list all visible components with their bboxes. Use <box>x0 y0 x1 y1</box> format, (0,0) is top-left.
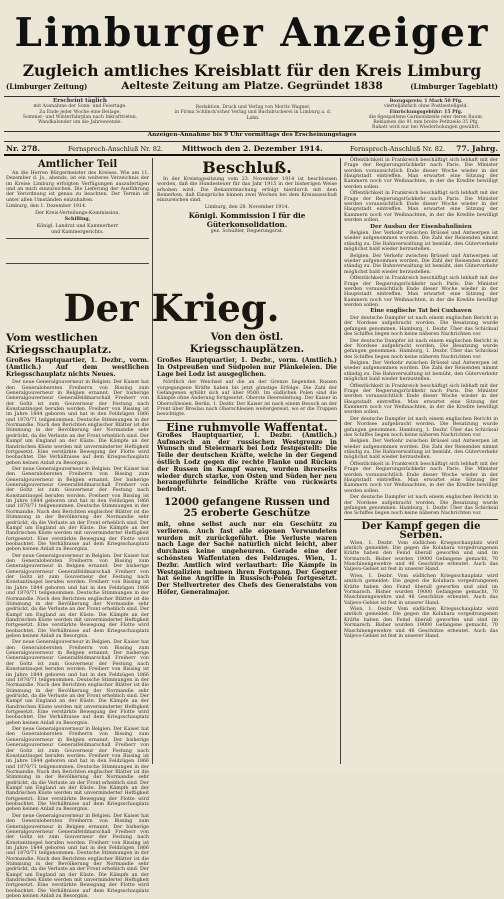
right-subheading: Eine englische Tat bei Cuxhaven <box>370 308 472 315</box>
decision-org: Königl. Kommission I für die Güterkonsolidation. <box>188 211 306 230</box>
right-text: Der deutsche Dampfer ist nach einem englischen Bericht in der Nordsee aufgebracht worden. Die Besatzung wurde gefangen genommen. Hamburg, 1. Dezbr. Über das Schicksal des Schiffes liegen noch keine näheren Nachrichten vor. <box>344 315 498 337</box>
victory-body: mit, ohne selbst auch nur ein Geschütz zu verlieren. Auch fast alle eigenen Verwundeten wurden mit zurückgeführt. Die Verluste waren nach Lage der Sache natürlich nicht leicht, aber durchaus keine ungeheuren. Gerade eine der schönsten Waffentaten des Feldzuges. Wien, 1. Dezbr. Amtlich wird verlautbart: Die Kämpfe in Westgalizien nehmen ihren Fortgang. Der Gegner hat seine Angriffe in Russisch-Polen fortgesetzt. Der Stellvertreter des Chefs des Generalstabs von Höfer, Generalmajor. <box>157 520 337 596</box>
info-center-line: in Firma Schlinck'scher Verlag und Buchdruckerei in Limburg a. d. Lahn. <box>174 110 332 121</box>
column-right <box>344 158 498 764</box>
right-text: Belgien. Der Verkehr zwischen Brüssel und Antwerpen ist wieder aufgenommen worden. Die Zahl der Reisenden nimmt ständig zu. Die Bahnverwaltung ist bemüht, den Güterverkehr möglichst bald wieder herzustellen. <box>344 231 498 253</box>
info-right-line: vierteljährlich ohne Postbestellgeld. <box>383 104 469 110</box>
east-front-text: Nördlich der Weichsel auf die an der Grenze liegenden Russen vorgegangene Kräfte haben bis jetzt günstige Erfolge. Die Zahl der Gefangenen erhöht sich auf über 9500. Im südlichen Polen sind die Kämpfe ohne Änderung fortgesetzt. Oberste Heeresleitung. Der Kaiser in Oberschlesien. Berlin, 1. Dezbr. Der Kaiser ist nach einem Besuch an der Front über Breslau nach Oberschlesien weitergereist, wo er die Truppen besichtigte. <box>157 380 337 418</box>
right-subheading: Der Ausbau der Eisenbahnlinien <box>370 223 472 230</box>
info-right-line: Bezugspreis: 1 Mark 50 Pfg. <box>389 99 463 104</box>
victory-heading: Eine ruhmvolle Waffentat. <box>166 420 328 434</box>
official-section-heading: Amtlicher Teil <box>37 159 118 170</box>
masthead-founded-line: Aelteste Zeitung am Platze. Gegründet 1838 <box>121 80 383 92</box>
notice-title: Königl. Landrat und Kammerherr <box>36 223 119 229</box>
info-right-line: Rabatt wird nur bei Wiederholungen gewährt. <box>372 125 480 131</box>
masthead-left-note: (Limburger Zeitung) <box>6 82 88 91</box>
victory-highlight: 12000 gefangene Russen und 25 eroberte Geschütze <box>164 496 330 519</box>
divider <box>6 238 149 239</box>
serbia-body <box>344 541 498 640</box>
right-text: Belgien. Der Verkehr zwischen Brüssel und Antwerpen ist wieder aufgenommen worden. Die Zahl der Reisenden nimmt ständig zu. Die Bahnverwaltung ist bemüht, den Güterverkehr möglichst bald wieder herzustellen. <box>344 253 498 275</box>
divider <box>344 519 498 520</box>
east-front-body <box>157 380 337 417</box>
phone-left: Fernsprech-Anschluß Nr. 82. <box>68 145 164 153</box>
official-notice <box>6 171 149 236</box>
masthead-right-note: (Limburger Tageblatt) <box>410 82 498 91</box>
right-text: Der deutsche Dampfer ist nach einem englischen Bericht in der Nordsee aufgebracht worden. Die Besatzung wurde gefangen genommen. Hamburg, 1. Dezbr. Über das Schicksal des Schiffes liegen noch keine näheren Nachrichten vor. <box>344 416 498 438</box>
right-text: Belgien. Der Verkehr zwischen Brüssel und Antwerpen ist wieder aufgenommen worden. Die Zahl der Reisenden nimmt ständig zu. Die Bahnverwaltung ist bemüht, den Güterverkehr möglichst bald wieder herzustellen. <box>344 361 498 383</box>
dateline-bar <box>4 143 500 156</box>
right-text: Der deutsche Dampfer ist nach einem englischen Bericht in der Nordsee aufgebracht worden. Die Besatzung wurde gefangen genommen. Hamburg, 1. Dezbr. Über das Schicksal des Schiffes liegen noch keine näheren Nachrichten vor. <box>344 495 498 517</box>
decision-signature: gez. Schüßler, Regierungsrat. <box>210 229 284 235</box>
west-front-body <box>6 380 149 899</box>
notice-title2: und Kammergerichts. <box>51 230 104 236</box>
publication-info <box>10 99 150 125</box>
info-left-line: Zu Ende jeder Woche eine Beilage. <box>39 109 121 115</box>
issue-number: Nr. 278. <box>6 144 41 153</box>
west-front-text: Der neue Generalgouverneur in Belgien. Der Kaiser hat den Generalobersten Freiherrn von Bissing zum Generalgouverneur in Belgien ernannt. Der bisherige Generalgouverneur Generalfeldmarschall Freiherr von der Goltz ist zum Gouverneur der Festung nach Konstantinopel berufen worden. Freiherr von Bissing ist im Jahre 1844 geboren und hat in den Feldzügen 1866 und 1870/71 teilgenommen. Deutsche Stimmungen in der Normandie. Nach den Berichten englischer Blätter ist die Stimmung in der Bevölkerung der Normandie sehr gedrückt, da die Verluste an der Front erheblich sind. Der Kampf um England an der Küste. Die Kämpfe an der flandrischen Küste werden mit unverminderter Heftigkeit fortgesetzt. Eine verstärkte Bewegung der Flotte wird beobachtet. Die Verhältnisse auf dem Kriegsschauplatz geben keinen Anlaß zu Besorgnis. <box>6 640 149 726</box>
info-left-line: mit Ausnahme der Sonn- und Feiertage. <box>33 104 127 110</box>
west-front-text: Der neue Generalgouverneur in Belgien. Der Kaiser hat den Generalobersten Freiherrn von Bissing zum Generalgouverneur in Belgien ernannt. Der bisherige Generalgouverneur Generalfeldmarschall Freiherr von der Goltz ist zum Gouverneur der Festung nach Konstantinopel berufen worden. Freiherr von Bissing ist im Jahre 1844 geboren und hat in den Feldzügen 1866 und 1870/71 teilgenommen. Deutsche Stimmungen in der Normandie. Nach den Berichten englischer Blätter ist die Stimmung in der Bevölkerung der Normandie sehr gedrückt, da die Verluste an der Front erheblich sind. Der Kampf um England an der Küste. Die Kämpfe an der flandrischen Küste werden mit unverminderter Heftigkeit fortgesetzt. Eine verstärkte Bewegung der Flotte wird beobachtet. Die Verhältnisse auf dem Kriegsschauplatz geben keinen Anlaß zu Besorgnis. <box>6 380 149 466</box>
masthead-title: Limburger Anzeiger <box>14 10 490 56</box>
serbia-heading: Der Kampf gegen die Serben. <box>361 520 481 541</box>
decision-date: Limburg, den 28. November 1914. <box>204 204 290 210</box>
right-text: Belgien. Der Verkehr zwischen Brüssel und Antwerpen ist wieder aufgenommen worden. Die Zahl der Reisenden nimmt ständig zu. Die Bahnverwaltung ist bemüht, den Güterverkehr möglichst bald wieder herzustellen. <box>344 439 498 461</box>
ad-deadline-line: Anzeigen-Annahme bis 9 Uhr vormittags des Erscheinungstages <box>4 132 500 142</box>
info-right-line: die 6gespaltene Garmondzeile oder deren Raum. <box>368 114 484 120</box>
right-text: Öffentlichkeit in Frankreich beschäftigt sich lebhaft mit der Frage der Regierungsrückkehr nach Paris. Die Minister werden voraussichtlich Ende dieser Woche wieder in der Hauptstadt eintreffen. Man erwartet eine Sitzung der Kammern noch vor Weihnachten, in der die Kredite bewilligt werden sollen. <box>344 191 498 223</box>
notice-text: An die Herren Bürgermeister des Kreises. Wie am 11. Dezember d. Js., abends, ist ein weiteres Verzeichnis der im Kreise Limburg erfolgten Verfügungen auszufertigen und an mich einzureichen. Die Lieferung der Ausführung der Verordnung ist genau zu beachten. Der Termin ist unter allen Umständen einzuhalten. <box>6 171 149 203</box>
column-divider <box>152 158 153 764</box>
east-front-intro: Großes Hauptquartier, 1. Dezbr., vorm. (Amtlich.) In Ostpreußen und Südpolen nur Plänkeleien. Die Lage bei Lodz ist ausgeglichen. <box>157 357 337 378</box>
west-front-text: Der neue Generalgouverneur in Belgien. Der Kaiser hat den Generalobersten Freiherrn von Bissing zum Generalgouverneur in Belgien ernannt. Der bisherige Generalgouverneur Generalfeldmarschall Freiherr von der Goltz ist zum Gouverneur der Festung nach Konstantinopel berufen worden. Freiherr von Bissing ist im Jahre 1844 geboren und hat in den Feldzügen 1866 und 1870/71 teilgenommen. Deutsche Stimmungen in der Normandie. Nach den Berichten englischer Blätter ist die Stimmung in der Bevölkerung der Normandie sehr gedrückt, da die Verluste an der Front erheblich sind. Der Kampf um England an der Küste. Die Kämpfe an der flandrischen Küste werden mit unverminderter Heftigkeit fortgesetzt. Eine verstärkte Bewegung der Flotte wird beobachtet. Die Verhältnisse auf dem Kriegsschauplatz geben keinen Anlaß zu Besorgnis. <box>6 727 149 813</box>
column-divider <box>340 158 341 764</box>
notice-date: Limburg, den 1. Dezember 1914. <box>6 204 87 210</box>
decision-body <box>157 177 337 210</box>
serbia-text: Wien, 1. Dezbr. Vom südlichen Kriegsschauplatz wird amtlich gemeldet: Die gegen die Kolubara vorgedrungenen Kräfte haben den Feind überall geworfen und sind im Vormarsch. Bisher wurden 19000 Gefangene gemacht, 70 Maschinengewehre und 46 Geschütze erbeutet. Auch das Valjevo-Gebiet ist fest in unserer Hand. <box>344 607 498 639</box>
volume-year: 77. Jahrg. <box>456 144 498 153</box>
masthead-info-row <box>4 96 500 132</box>
info-left-line: Wandkalender um die Jahreswende. <box>38 120 122 126</box>
right-text: Öffentlichkeit in Frankreich beschäftigt sich lebhaft mit der Frage der Regierungsrückkehr nach Paris. Die Minister werden voraussichtlich Ende dieser Woche wieder in der Hauptstadt eintreffen. Man erwartet eine Sitzung der Kammern noch vor Weihnachten, in der die Kredite bewilligt werden sollen. <box>344 462 498 494</box>
east-front-column <box>157 332 337 764</box>
right-text: Öffentlichkeit in Frankreich beschäftigt sich lebhaft mit der Frage der Regierungsrückkehr nach Paris. Die Minister werden voraussichtlich Ende dieser Woche wieder in der Hauptstadt eintreffen. Man erwartet eine Sitzung der Kammern noch vor Weihnachten, in der die Kredite bewilligt werden sollen. <box>344 276 498 308</box>
phone-right: Fernsprech-Anschluß Nr. 82. <box>350 145 446 153</box>
right-text: Der deutsche Dampfer ist nach einem englischen Bericht in der Nordsee aufgebracht worden. Die Besatzung wurde gefangen genommen. Hamburg, 1. Dezbr. Über das Schicksal des Schiffes liegen noch keine näheren Nachrichten vor. <box>344 338 498 360</box>
west-front-heading: Vom westlichen Kriegsschauplatz. <box>6 332 112 356</box>
right-text: Öffentlichkeit in Frankreich beschäftigt sich lebhaft mit der Frage der Regierungsrückkehr nach Paris. Die Minister werden voraussichtlich Ende dieser Woche wieder in der Hauptstadt eintreffen. Man erwartet eine Sitzung der Kammern noch vor Weihnachten, in der die Kredite bewilligt werden sollen. <box>344 158 498 190</box>
info-left-line: Erscheint täglich <box>53 98 107 104</box>
info-right-line: Reklamen die 91 mm breite Petitzeile 35 Pfg. <box>373 120 479 126</box>
decision-text: In der Kreistagssitzung vom 23. November 1914 ist beschlossen worden, daß die Hundesteuer für das Jahr 1915 in der bisherigen Weise erhoben wird. Die Bekanntmachung erfolgt hierdurch mit dem Bemerken, daß Einsprüche binnen zwei Wochen bei dem Kreisausschuß einzureichen sind. <box>157 177 337 204</box>
west-front-text: Der neue Generalgouverneur in Belgien. Der Kaiser hat den Generalobersten Freiherrn von Bissing zum Generalgouverneur in Belgien ernannt. Der bisherige Generalgouverneur Generalfeldmarschall Freiherr von der Goltz ist zum Gouverneur der Festung nach Konstantinopel berufen worden. Freiherr von Bissing ist im Jahre 1844 geboren und hat in den Feldzügen 1866 und 1870/71 teilgenommen. Deutsche Stimmungen in der Normandie. Nach den Berichten englischer Blätter ist die Stimmung in der Bevölkerung der Normandie sehr gedrückt, da die Verluste an der Front erheblich sind. Der Kampf um England an der Küste. Die Kämpfe an der flandrischen Küste werden mit unverminderter Heftigkeit fortgesetzt. Eine verstärkte Bewegung der Flotte wird beobachtet. Die Verhältnisse auf dem Kriegsschauplatz geben keinen Anlaß zu Besorgnis. <box>6 813 149 899</box>
serbia-text: Wien, 1. Dezbr. Vom südlichen Kriegsschauplatz wird amtlich gemeldet: Die gegen die Kolubara vorgedrungenen Kräfte haben den Feind überall geworfen und sind im Vormarsch. Bisher wurden 19000 Gefangene gemacht, 70 Maschinengewehre und 46 Geschütze erbeutet. Auch das Valjevo-Gebiet ist fest in unserer Hand. <box>344 573 498 606</box>
notice-signature: Schilling, <box>64 216 91 223</box>
info-right-line: Einrückungsgebühr: 15 Pfg. <box>389 109 463 115</box>
victory-intro: Großes Hauptquartier, 1. Dezbr. (Amtlich.) Aufmarsch an der russischen Westgrenze in Wunsch und Steiermark bei Lodz festgestellt: Die Teile der deutschen Kräfte, welche in der Gegend östlich Lodz gegen die rechte Flanke und Rücken der Russen im Kampf waren, wurden ihrerseits wieder durch starke, von Osten und Süden her neu herangeführte feindliche Kräfte von rückwärts bedroht. <box>157 431 337 494</box>
masthead-subtitle: Zugleich amtliches Kreisblatt für den Kreis Limburg <box>22 61 482 80</box>
decision-heading: Beschluß. <box>202 158 292 177</box>
serbia-text: Wien, 1. Dezbr. Vom südlichen Kriegsschauplatz wird amtlich gemeldet: Die gegen die Kolubara vorgedrungenen Kräfte haben den Feind überall geworfen und sind im Vormarsch. Bisher wurden 19000 Gefangene gemacht, 70 Maschinengewehre und 46 Geschütze erbeutet. Auch das Valjevo-Gebiet ist fest in unserer Hand. <box>344 540 498 573</box>
price-info <box>356 99 496 131</box>
war-heading: Der Krieg. <box>63 286 280 330</box>
west-front-column <box>6 332 149 899</box>
east-front-heading: Von den östl. Kriegsschauplätzen. <box>189 332 305 355</box>
blank-space <box>6 241 149 261</box>
info-center-line: Redaktion, Druck und Verlag von Moritz Wagner, <box>195 105 311 110</box>
west-front-intro: Großes Hauptquartier, 1. Dezbr., vorm. (Amtlich.) Auf dem westlichen Kriegsschauplatz nichts Neues. <box>6 357 149 378</box>
divider <box>6 263 149 264</box>
info-left-line: Sommer- und Winterfahrplan nach Inkrafttreten. <box>22 114 138 120</box>
notice-office: Der Kreis-Verteilungs-Kommission. <box>35 210 120 216</box>
issue-date: Mittwoch den 2. Dezember 1914. <box>182 144 323 153</box>
west-front-text: Der neue Generalgouverneur in Belgien. Der Kaiser hat den Generalobersten Freiherrn von Bissing zum Generalgouverneur in Belgien ernannt. Der bisherige Generalgouverneur Generalfeldmarschall Freiherr von der Goltz ist zum Gouverneur der Festung nach Konstantinopel berufen worden. Freiherr von Bissing ist im Jahre 1844 geboren und hat in den Feldzügen 1866 und 1870/71 teilgenommen. Deutsche Stimmungen in der Normandie. Nach den Berichten englischer Blätter ist die Stimmung in der Bevölkerung der Normandie sehr gedrückt, da die Verluste an der Front erheblich sind. Der Kampf um England an der Küste. Die Kämpfe an der flandrischen Küste werden mit unverminderter Heftigkeit fortgesetzt. Eine verstärkte Bewegung der Flotte wird beobachtet. Die Verhältnisse auf dem Kriegsschauplatz geben keinen Anlaß zu Besorgnis. <box>6 553 149 639</box>
right-column-text <box>344 158 498 517</box>
publisher-info <box>168 105 338 121</box>
right-text: Öffentlichkeit in Frankreich beschäftigt sich lebhaft mit der Frage der Regierungsrückkehr nach Paris. Die Minister werden voraussichtlich Ende dieser Woche wieder in der Hauptstadt eintreffen. Man erwartet eine Sitzung der Kammern noch vor Weihnachten, in der die Kredite bewilligt werden sollen. <box>344 383 498 416</box>
west-front-text: Der neue Generalgouverneur in Belgien. Der Kaiser hat den Generalobersten Freiherrn von Bissing zum Generalgouverneur in Belgien ernannt. Der bisherige Generalgouverneur Generalfeldmarschall Freiherr von der Goltz ist zum Gouverneur der Festung nach Konstantinopel berufen worden. Freiherr von Bissing ist im Jahre 1844 geboren und hat in den Feldzügen 1866 und 1870/71 teilgenommen. Deutsche Stimmungen in der Normandie. Nach den Berichten englischer Blätter ist die Stimmung in der Bevölkerung der Normandie sehr gedrückt, da die Verluste an der Front erheblich sind. Der Kampf um England an der Küste. Die Kämpfe an der flandrischen Küste werden mit unverminderter Heftigkeit fortgesetzt. Eine verstärkte Bewegung der Flotte wird beobachtet. Die Verhältnisse auf dem Kriegsschauplatz geben keinen Anlaß zu Besorgnis. <box>6 467 149 553</box>
